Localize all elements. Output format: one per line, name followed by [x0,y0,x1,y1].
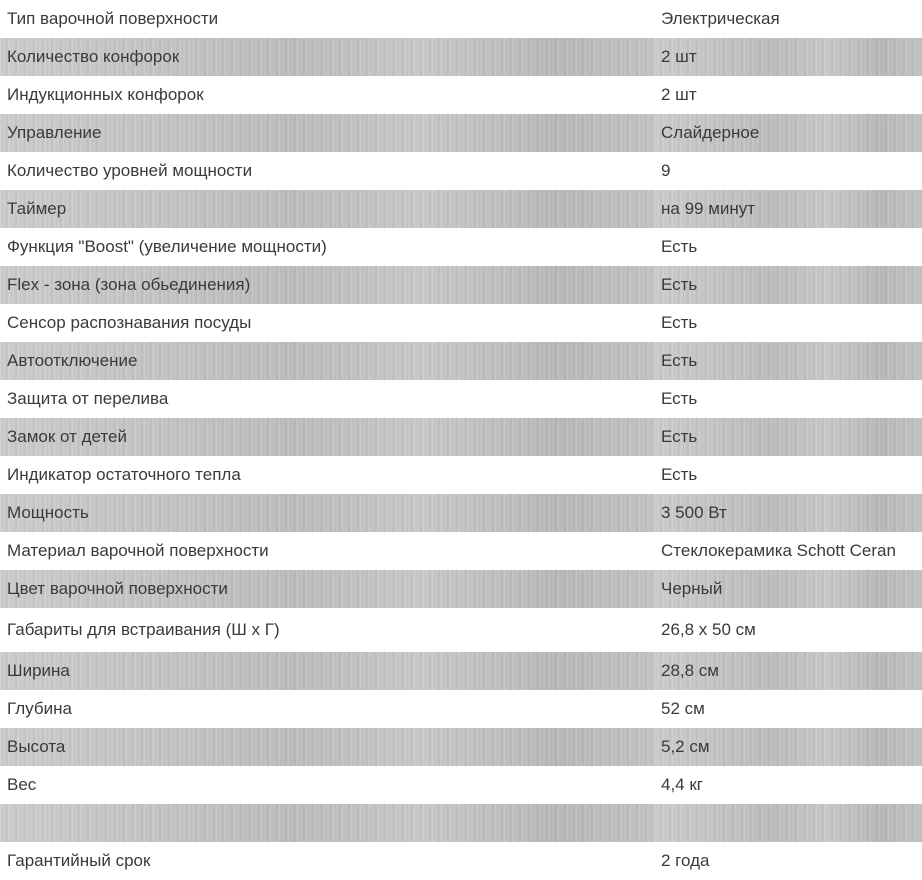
spec-value: 2 шт [654,76,922,114]
spec-label: Индукционных конфорок [0,76,654,114]
spec-label: Таймер [0,190,654,228]
spec-row-width [0,652,922,690]
spec-row-power [0,494,922,532]
spec-value: Есть [654,304,922,342]
spec-value: 3 500 Вт [654,494,922,532]
spec-value: 28,8 см [654,652,922,690]
spec-label: Индикатор остаточного тепла [0,456,654,494]
spec-label: Мощность [0,494,654,532]
spec-label: Замок от детей [0,418,654,456]
spec-label: Количество уровней мощности [0,152,654,190]
spec-row-residual-heat [0,456,922,494]
spec-row-auto-off [0,342,922,380]
spec-label: Гарантийный срок [0,842,654,880]
spec-row-warranty [0,842,922,880]
spec-row-timer [0,190,922,228]
spec-label: Высота [0,728,654,766]
spec-value: Есть [654,342,922,380]
spec-value: 2 шт [654,38,922,76]
spec-value: 2 года [654,842,922,880]
spec-label: Управление [0,114,654,152]
spec-value [654,804,922,842]
spec-row-hob-type [0,0,922,38]
spec-label: Материал варочной поверхности [0,532,654,570]
spec-row-overflow-protection [0,380,922,418]
spec-label: Функция "Boost" (увеличение мощности) [0,228,654,266]
spec-value: на 99 минут [654,190,922,228]
spec-row-power-levels [0,152,922,190]
spec-value: Черный [654,570,922,608]
spec-label: Габариты для встраивания (Ш х Г) [0,608,654,652]
spec-row-child-lock [0,418,922,456]
spec-row-burner-count [0,38,922,76]
spec-value: Есть [654,380,922,418]
spec-row-built-in-dimensions [0,608,922,652]
spec-row-height [0,728,922,766]
spec-label: Цвет варочной поверхности [0,570,654,608]
spec-value: Электрическая [654,0,922,38]
spec-value: Есть [654,266,922,304]
spec-label: Автоотключение [0,342,654,380]
spec-value: 5,2 см [654,728,922,766]
spec-row-surface-color [0,570,922,608]
spec-value: Есть [654,418,922,456]
spec-row-induction-burners [0,76,922,114]
spec-row-weight [0,766,922,804]
spec-value: 52 см [654,690,922,728]
spec-row-depth [0,690,922,728]
spec-row-pan-sensor [0,304,922,342]
spec-row-boost [0,228,922,266]
spec-label: Сенсор распознавания посуды [0,304,654,342]
spec-row-surface-material [0,532,922,570]
spec-row-control [0,114,922,152]
spec-label: Количество конфорок [0,38,654,76]
spec-label: Вес [0,766,654,804]
spec-label: Flex - зона (зона обьединения) [0,266,654,304]
spec-value: 4,4 кг [654,766,922,804]
spec-label [0,804,654,842]
spec-row-flex-zone [0,266,922,304]
spec-value: Есть [654,456,922,494]
spec-value: 9 [654,152,922,190]
spec-label: Ширина [0,652,654,690]
spec-value: Есть [654,228,922,266]
spec-label: Защита от перелива [0,380,654,418]
spec-label: Глубина [0,690,654,728]
spec-value: 26,8 х 50 см [654,608,922,652]
spec-row-empty [0,804,922,842]
spec-value: Стеклокерамика Schott Ceran [654,532,922,570]
spec-value: Слайдерное [654,114,922,152]
spec-label: Тип варочной поверхности [0,0,654,38]
